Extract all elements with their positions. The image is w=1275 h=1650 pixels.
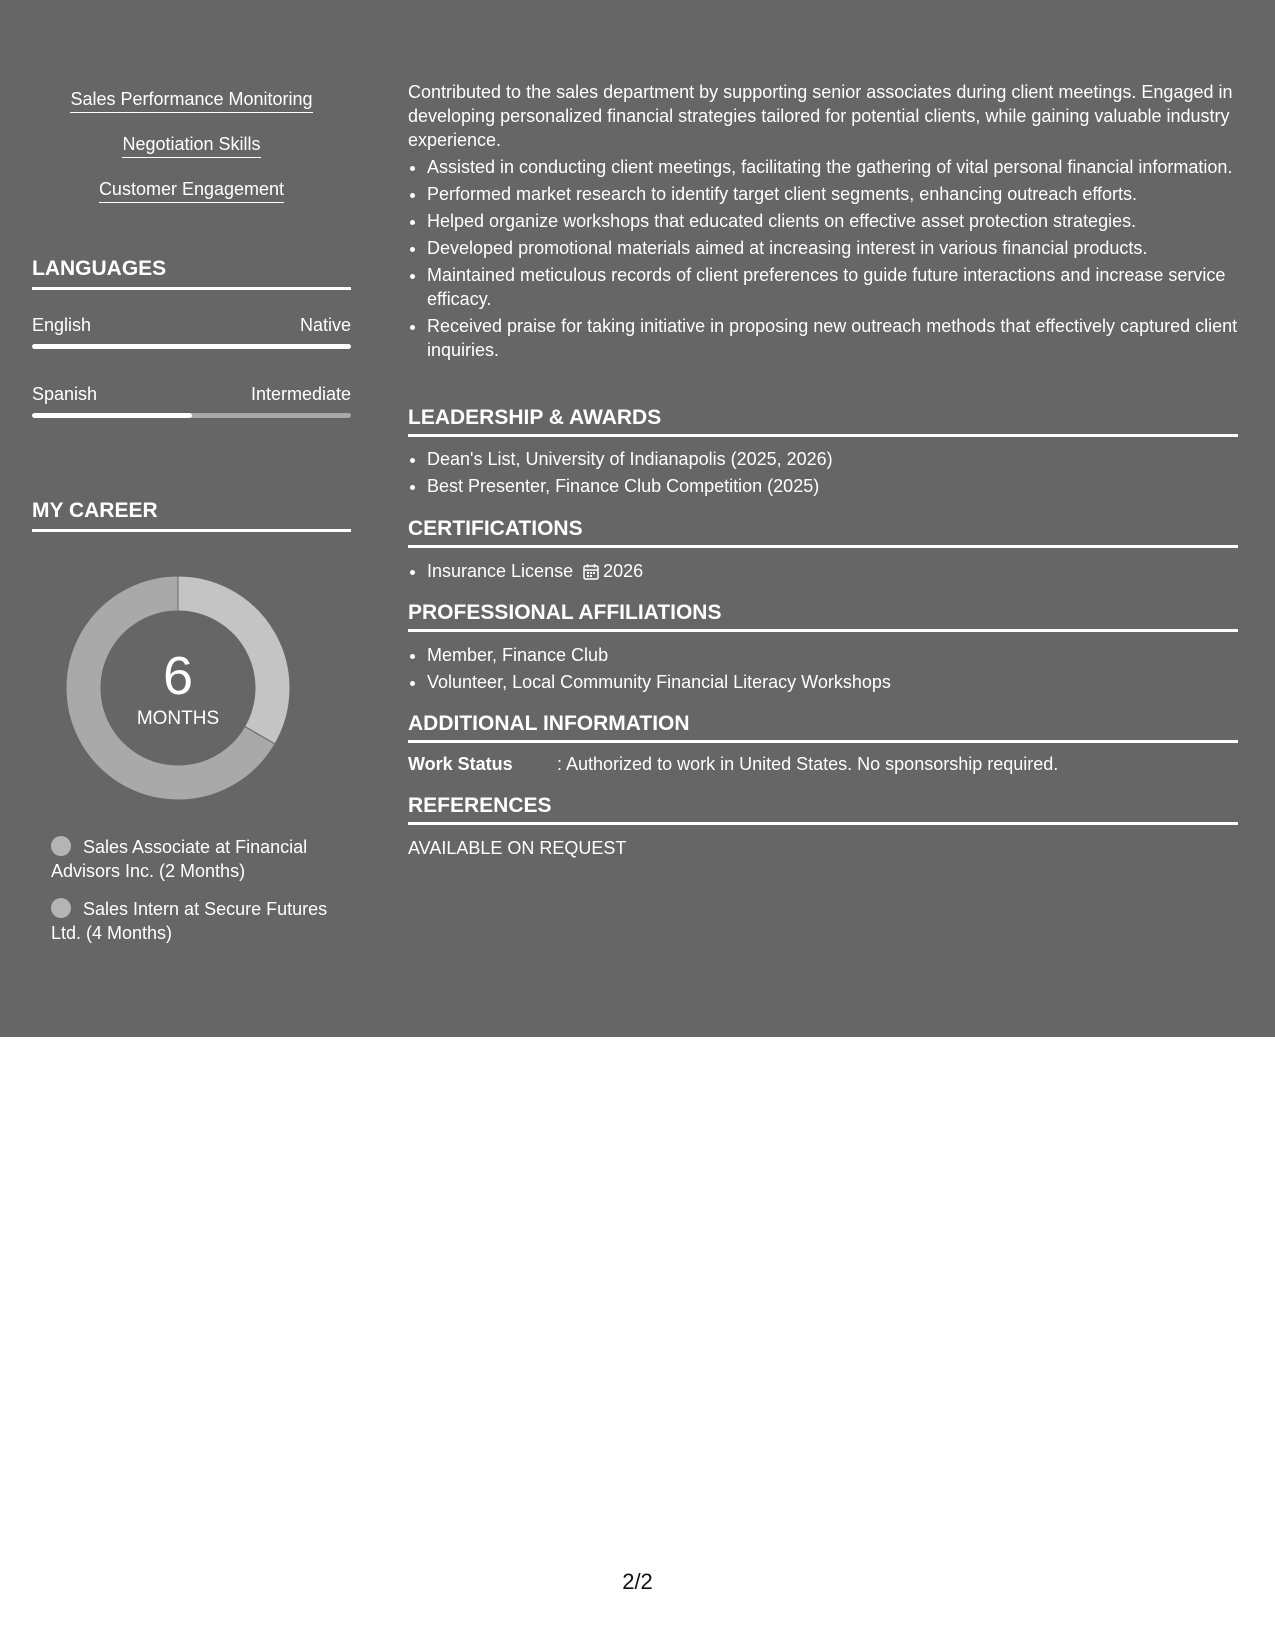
- career-donut-chart: [66, 576, 290, 800]
- language-level: Intermediate: [250, 384, 351, 404]
- certification-year: 2026: [603, 561, 644, 581]
- affiliation-item: • Member, Finance Club: [427, 643, 1257, 667]
- skill-item: [32, 133, 351, 158]
- leadership-item: • Dean's List, University of Indianapolis (2025, 2026): [427, 447, 1257, 471]
- language-proficiency-bar: [32, 413, 351, 418]
- affiliations-heading: PROFESSIONAL AFFILIATIONS: [408, 600, 1238, 632]
- experience-bullet: • Received praise for taking initiative in proposing new outreach methods that effectively captured client inquiries.: [427, 314, 1257, 362]
- career-legend-label: Sales Associate at Financial Advisors Inc. (2 Months): [51, 837, 308, 881]
- certifications-list: [408, 559, 1257, 589]
- skill-label: Sales Performance Monitoring: [70, 88, 312, 113]
- leadership-list: [408, 447, 1257, 501]
- experience-summary: Contributed to the sales department by supporting senior associates during client meetings. Engaged in developing personalized financial strategies tailored for potential clients, while gaining valuable industry experience.: [408, 82, 1233, 150]
- skill-label: Customer Engagement: [99, 178, 284, 203]
- certification-item: [427, 559, 1257, 586]
- skill-item: [32, 88, 351, 113]
- language-name: English: [32, 315, 92, 335]
- language-proficiency-bar: [32, 344, 351, 349]
- work-status-value: : Authorized to work in United States. No sponsorship required.: [557, 754, 1059, 774]
- legend-dot-icon: [51, 836, 71, 856]
- certification-name: Insurance License: [427, 561, 574, 581]
- work-status-label: Work Status: [408, 754, 513, 774]
- experience-bullet: • Helped organize workshops that educated clients on effective asset protection strategies.: [427, 209, 1257, 233]
- leadership-heading: LEADERSHIP & AWARDS: [408, 405, 1238, 437]
- additional-info-heading: ADDITIONAL INFORMATION: [408, 711, 1238, 743]
- languages-heading: LANGUAGES: [32, 256, 351, 290]
- calendar-icon: [583, 562, 599, 586]
- affiliations-list: [408, 643, 1257, 697]
- career-total-unit: MONTHS: [136, 708, 220, 729]
- references-heading: REFERENCES: [408, 793, 1238, 825]
- leadership-item: • Best Presenter, Finance Club Competition (2025): [427, 474, 1257, 498]
- language-proficiency-fill: [32, 413, 192, 418]
- skill-item: [32, 178, 351, 203]
- references-text: AVAILABLE ON REQUEST: [408, 838, 627, 858]
- experience-bullet: • Assisted in conducting client meetings, facilitating the gathering of vital personal financial information.: [427, 155, 1257, 179]
- certifications-heading: CERTIFICATIONS: [408, 516, 1238, 548]
- page-number: 2/2: [622, 1569, 653, 1594]
- career-legend-item: [51, 835, 341, 883]
- skill-label: Negotiation Skills: [122, 133, 260, 158]
- experience-bullet: • Performed market research to identify target client segments, enhancing outreach efforts.: [427, 182, 1257, 206]
- career-legend-item: [51, 897, 341, 945]
- experience-bullet: • Maintained meticulous records of client preferences to guide future interactions and increase service efficacy.: [427, 263, 1257, 311]
- career-legend-label: Sales Intern at Secure Futures Ltd. (4 Months): [51, 899, 328, 943]
- language-name: Spanish: [32, 384, 98, 404]
- experience-bullet: • Developed promotional materials aimed at increasing interest in various financial products.: [427, 236, 1257, 260]
- affiliation-item: • Volunteer, Local Community Financial Literacy Workshops: [427, 670, 1257, 694]
- experience-bullets: [408, 155, 1257, 365]
- career-total-months: 6: [162, 646, 194, 706]
- language-level: Native: [299, 315, 351, 335]
- language-proficiency-fill: [32, 344, 351, 349]
- career-heading: MY CAREER: [32, 498, 351, 532]
- legend-dot-icon: [51, 898, 71, 918]
